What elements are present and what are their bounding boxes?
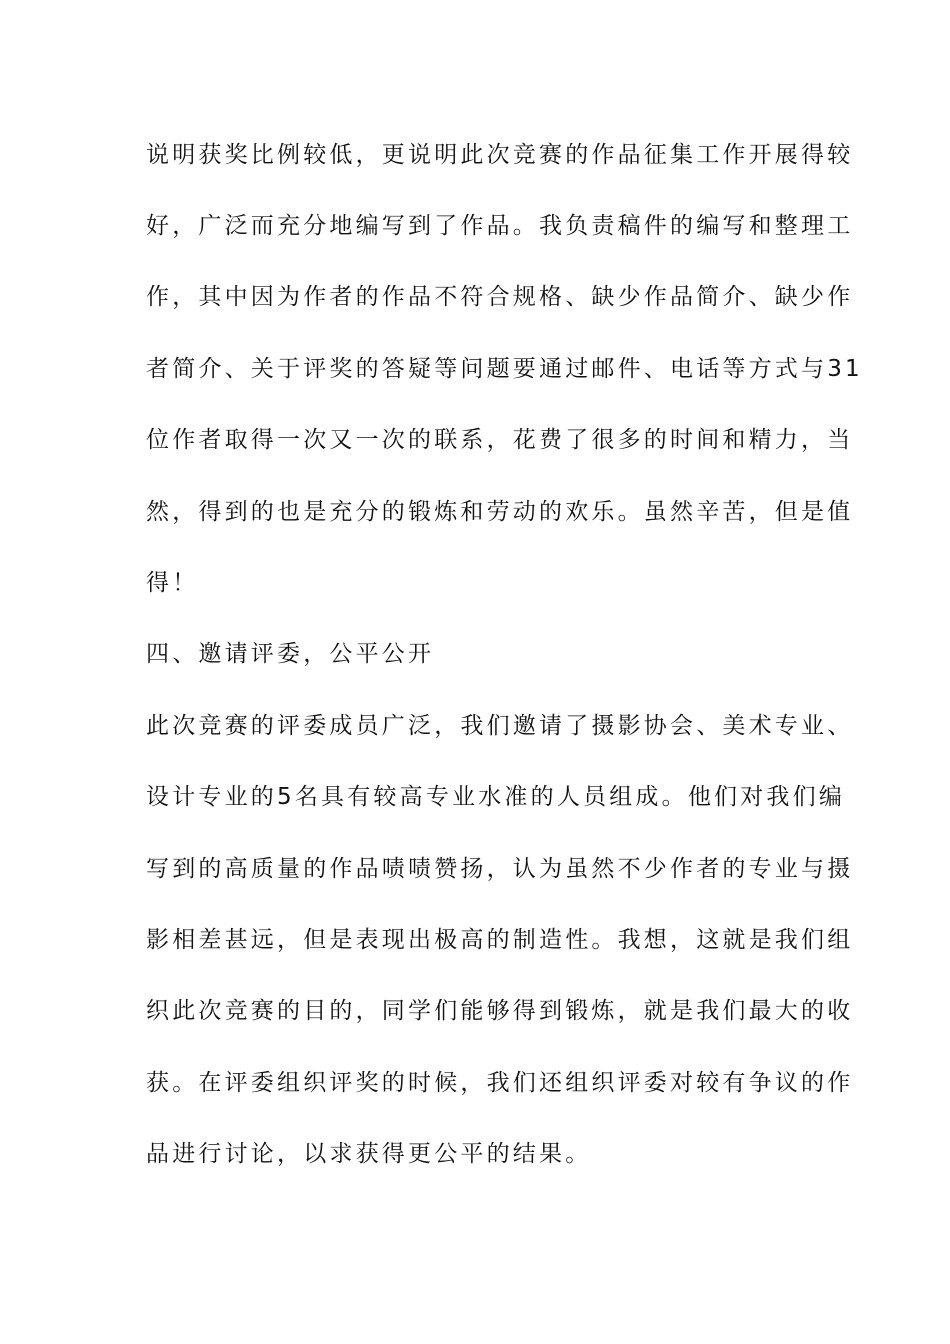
- section-heading: 四、邀请评委，公平公开: [146, 641, 435, 667]
- paragraph-line: 获。在评委组织评奖的时候，我们还组织评委对较有争议的作: [146, 1070, 854, 1096]
- paragraph-line: 好，广泛而充分地编写到了作品。我负责稿件的编写和整理工: [146, 213, 854, 239]
- paragraph-line: 织此次竞赛的目的，同学们能够得到锻炼，就是我们最大的收: [146, 998, 854, 1024]
- paragraph-line: 作，其中因为作者的作品不符合规格、缺少作品简介、缺少作: [146, 284, 854, 310]
- paragraph-line: 得！: [146, 570, 199, 596]
- paragraph-line: 设计专业的5名具有较高专业水准的人员组成。他们对我们编: [146, 784, 846, 810]
- paragraph-line: 者简介、关于评奖的答疑等问题要通过邮件、电话等方式与31: [146, 356, 863, 382]
- paragraph-line: 影相差甚远，但是表现出极高的制造性。我想，这就是我们组: [146, 927, 854, 953]
- paragraph-line: 说明获奖比例较低，更说明此次竞赛的作品征集工作开展得较: [146, 142, 854, 168]
- paragraph-line: 位作者取得一次又一次的联系，花费了很多的时间和精力，当: [146, 427, 854, 453]
- paragraph-line: 此次竞赛的评委成员广泛，我们邀请了摄影协会、美术专业、: [146, 713, 854, 739]
- paragraph-line: 然，得到的也是充分的锻炼和劳动的欢乐。虽然辛苦，但是值: [146, 499, 854, 525]
- paragraph-line: 品进行讨论，以求获得更公平的结果。: [146, 1141, 592, 1167]
- paragraph-line: 写到的高质量的作品啧啧赞扬，认为虽然不少作者的专业与摄: [146, 856, 854, 882]
